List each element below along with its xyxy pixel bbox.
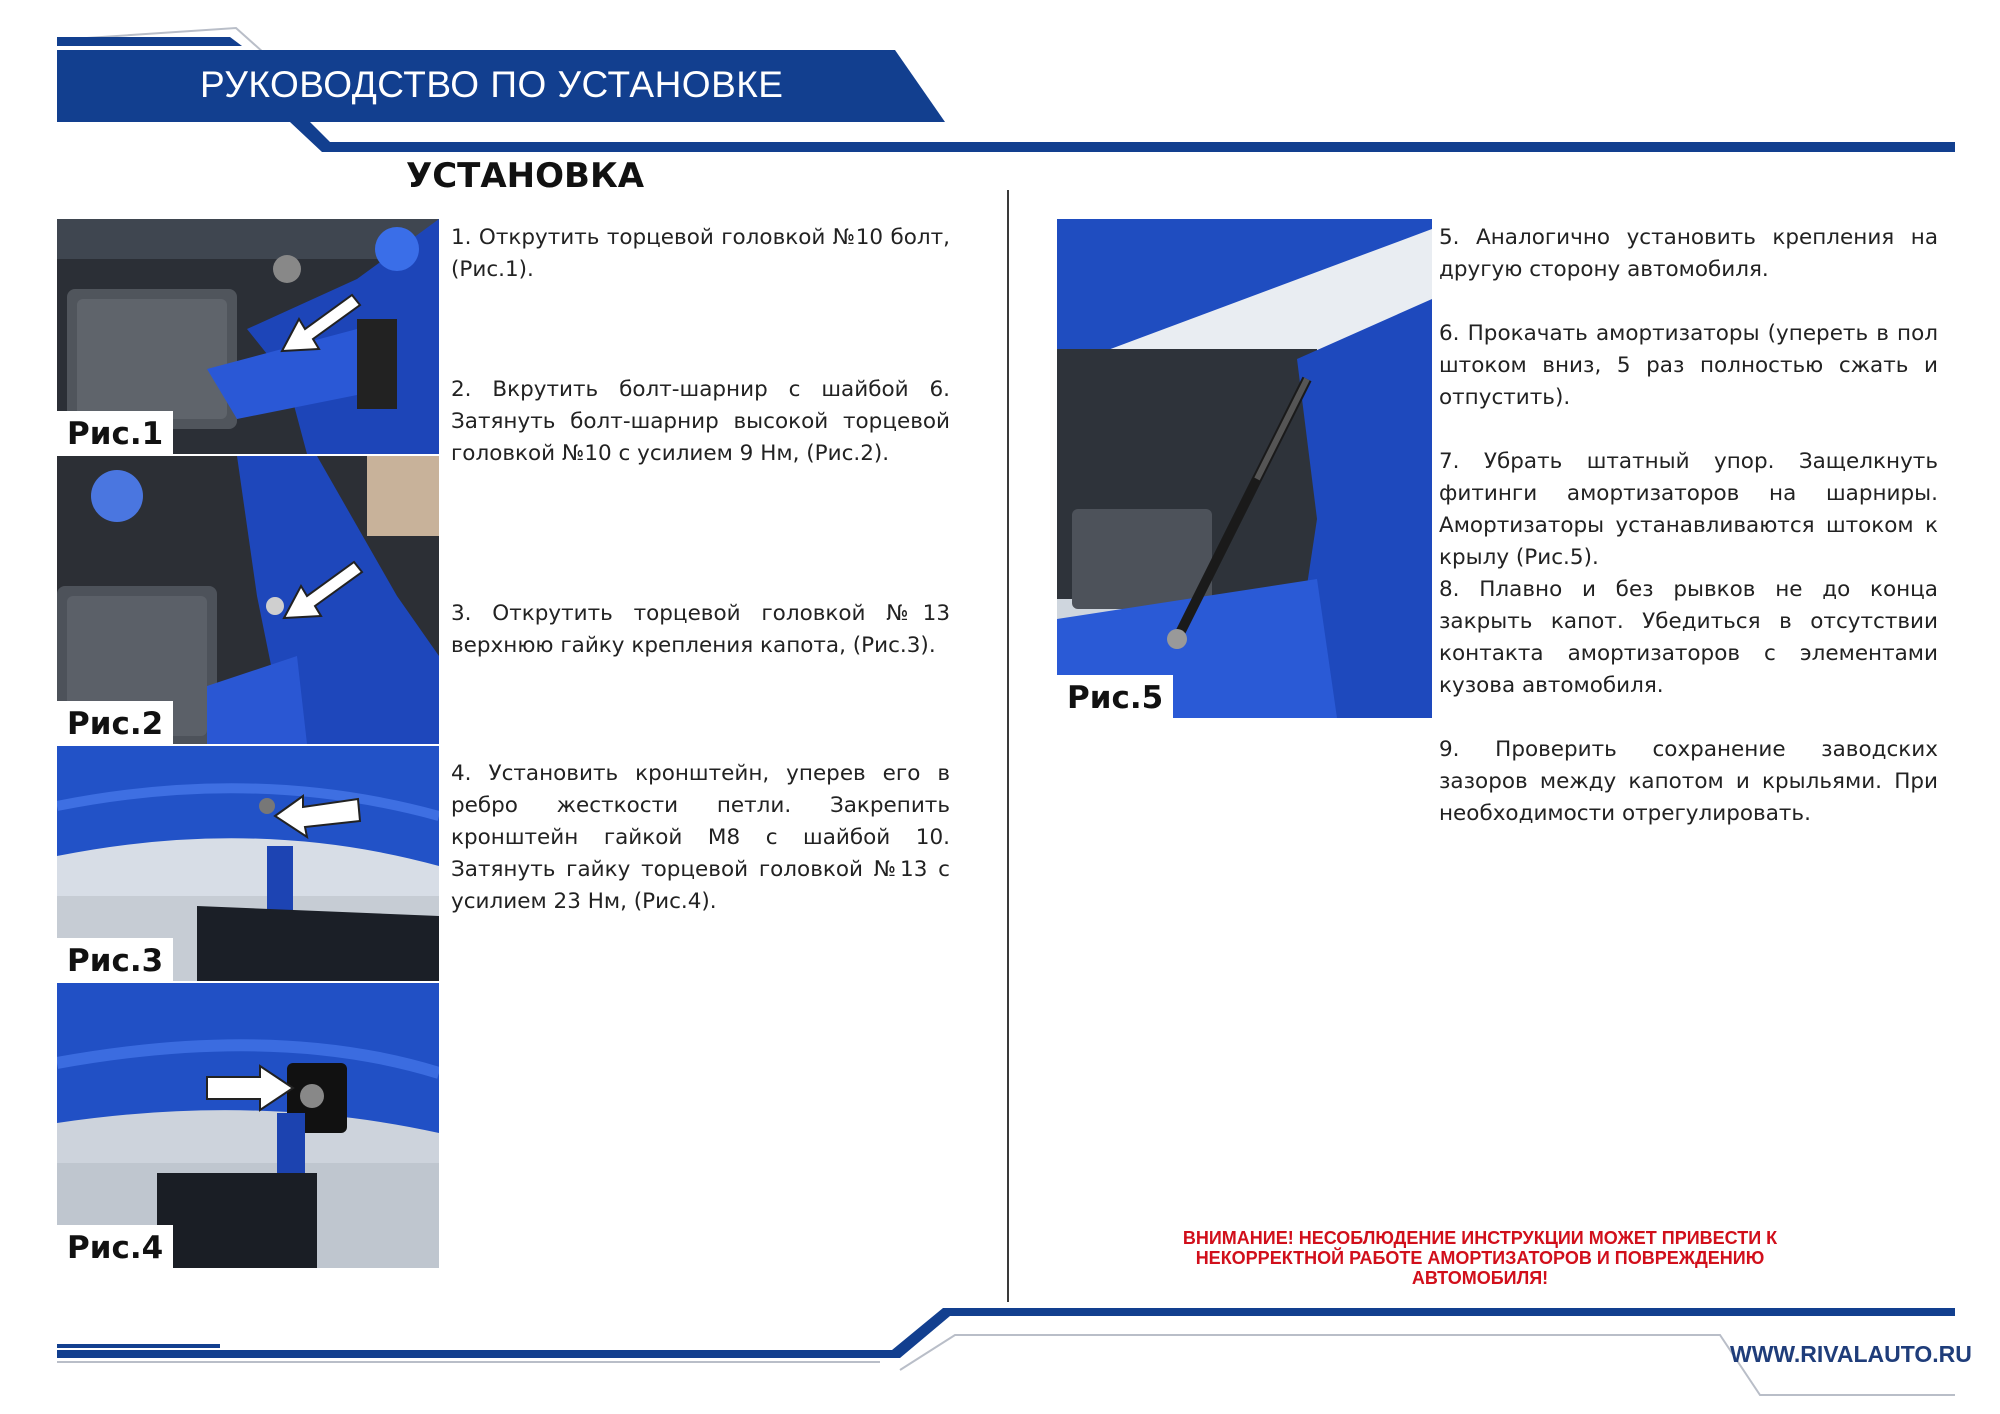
figure-1-label: Рис.1 bbox=[57, 411, 173, 454]
step-1: 1. Открутить торцевой головкой №10 болт, (Рис.1). bbox=[451, 225, 950, 282]
figure-4-photo bbox=[57, 983, 439, 1268]
warning-notice: ВНИМАНИЕ! НЕСОБЛЮДЕНИЕ ИНСТРУКЦИИ МОЖЕТ ПРИВЕСТИ К НЕКОРРЕКТНОЙ РАБОТЕ АМОРТИЗАТОРОВ И ПОВРЕЖДЕНИЮ АВТОМОБИЛЯ! bbox=[1182, 1228, 1778, 1288]
step-2: 2. Вкрутить болт-шарнир с шайбой 6. Затянуть болт-шарнир высокой торцевой головкой №10 с усилием 9 Нм, (Рис.2). bbox=[451, 377, 950, 466]
step-9: 9. Проверить сохранение заводских зазоров между капотом и крыльями. При необходимости отрегулировать. bbox=[1439, 737, 1938, 826]
figure-5-label: Рис.5 bbox=[1057, 675, 1173, 718]
figure-4-label: Рис.4 bbox=[57, 1225, 173, 1268]
step-5: 5. Аналогично установить крепления на другую сторону автомобиля. bbox=[1439, 225, 1938, 282]
section-title: УСТАНОВКА bbox=[406, 156, 645, 196]
figure-2-label: Рис.2 bbox=[57, 701, 173, 744]
arrow-icon bbox=[205, 1063, 295, 1113]
step-8: 8. Плавно и без рывков не до конца закрыть капот. Убедиться в отсутствии контакта амортизаторов с элементами кузова автомобиля. bbox=[1439, 577, 1938, 698]
figure-3-photo bbox=[57, 746, 439, 981]
step-7: 7. Убрать штатный упор. Защелкнуть фитинги амортизаторов на шарниры. Амортизаторы устанавливаются штоком к крылу (Рис.5). bbox=[1439, 449, 1938, 570]
figure-3-label: Рис.3 bbox=[57, 938, 173, 981]
footer-banner bbox=[0, 1290, 2000, 1414]
figure-2-photo bbox=[57, 456, 439, 744]
arrow-icon bbox=[279, 556, 369, 626]
step-4: 4. Установить кронштейн, уперев его в ребро жесткости петли. Закрепить кронштейн гайкой М8 с шайбой 10. Затянуть гайку торцевой головкой №13 с усилием 23 Нм, (Рис.4). bbox=[451, 761, 950, 914]
arrow-icon bbox=[277, 289, 367, 359]
arrow-icon bbox=[273, 791, 363, 841]
figure-5-photo bbox=[1057, 219, 1432, 718]
figure-1-photo bbox=[57, 219, 439, 454]
gas-strut-installed-image bbox=[1057, 219, 1432, 718]
step-6: 6. Прокачать амортизаторы (упереть в пол штоком вниз, 5 раз полностью сжать и отпустить). bbox=[1439, 321, 1938, 410]
step-3: 3. Открутить торцевой головкой №13 верхнюю гайку крепления капота, (Рис.3). bbox=[451, 601, 950, 658]
column-divider bbox=[1007, 190, 1009, 1302]
website-link[interactable]: WWW.RIVALAUTO.RU bbox=[1730, 1341, 1972, 1367]
header-title: РУКОВОДСТВО ПО УСТАНОВКЕ bbox=[200, 64, 784, 105]
